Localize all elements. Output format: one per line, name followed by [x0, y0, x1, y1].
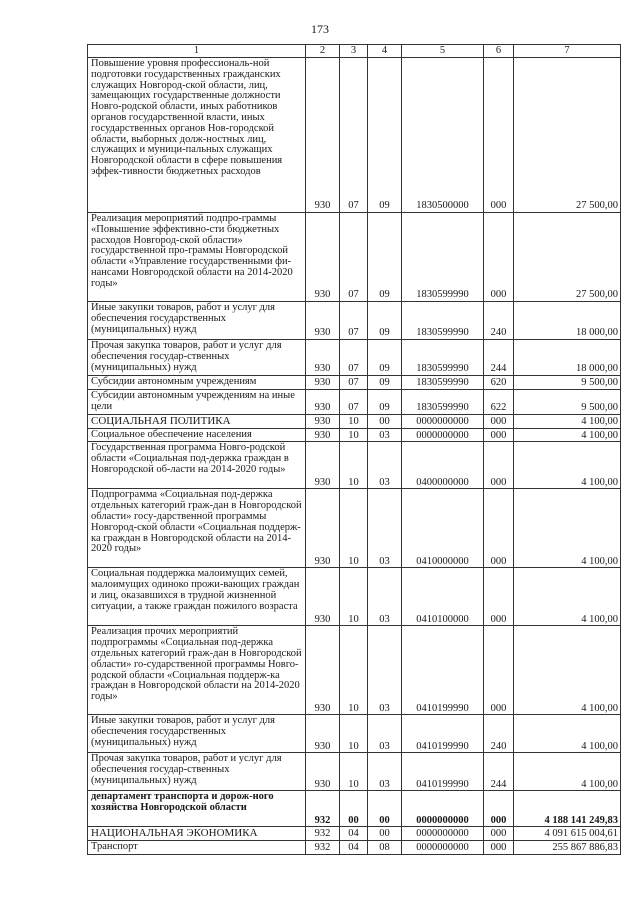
cell-section: 10: [340, 568, 368, 626]
cell-section: 07: [340, 389, 368, 414]
cell-subsection: 09: [368, 213, 402, 302]
cell-expense-type: 000: [484, 626, 514, 715]
cell-expense-type: 000: [484, 213, 514, 302]
column-header: 3: [340, 45, 368, 58]
cell-amount: 27 500,00: [514, 213, 621, 302]
cell-section: 07: [340, 340, 368, 376]
cell-amount: 27 500,00: [514, 58, 621, 213]
cell-target-item: 0000000000: [402, 827, 484, 841]
table-row: [88, 568, 621, 626]
cell-section: 10: [340, 489, 368, 568]
cell-expense-type: 622: [484, 389, 514, 414]
row-name: Субсидии автономным учреждениям на иные цели: [88, 389, 306, 414]
cell-section: 10: [340, 715, 368, 753]
cell-expense-type: 000: [484, 568, 514, 626]
cell-admin-code: 930: [306, 302, 340, 340]
cell-amount: 18 000,00: [514, 302, 621, 340]
cell-expense-type: 240: [484, 715, 514, 753]
cell-section: 04: [340, 827, 368, 841]
cell-expense-type: 000: [484, 442, 514, 489]
cell-section: 10: [340, 442, 368, 489]
row-name: НАЦИОНАЛЬНАЯ ЭКОНОМИКА: [88, 827, 306, 841]
cell-amount: 4 100,00: [514, 568, 621, 626]
table-row: [88, 753, 621, 791]
cell-expense-type: 000: [484, 428, 514, 442]
table-row: [88, 827, 621, 841]
column-header: 5: [402, 45, 484, 58]
cell-expense-type: 000: [484, 489, 514, 568]
cell-amount: 18 000,00: [514, 340, 621, 376]
cell-target-item: 0410199990: [402, 626, 484, 715]
cell-subsection: 09: [368, 376, 402, 390]
cell-admin-code: 930: [306, 442, 340, 489]
cell-expense-type: 000: [484, 414, 514, 428]
cell-target-item: 0400000000: [402, 442, 484, 489]
table-row: [88, 715, 621, 753]
cell-subsection: 09: [368, 58, 402, 213]
cell-subsection: 03: [368, 715, 402, 753]
cell-expense-type: 244: [484, 753, 514, 791]
cell-target-item: 0000000000: [402, 841, 484, 855]
cell-admin-code: 930: [306, 428, 340, 442]
cell-admin-code: 930: [306, 715, 340, 753]
cell-subsection: 08: [368, 841, 402, 855]
cell-subsection: 03: [368, 442, 402, 489]
cell-amount: 4 100,00: [514, 753, 621, 791]
cell-subsection: 03: [368, 753, 402, 791]
table-row: [88, 376, 621, 390]
budget-table: [87, 44, 621, 855]
cell-section: 10: [340, 428, 368, 442]
cell-admin-code: 930: [306, 58, 340, 213]
cell-target-item: 1830599990: [402, 376, 484, 390]
cell-expense-type: 000: [484, 791, 514, 827]
cell-target-item: 0410100000: [402, 568, 484, 626]
cell-expense-type: 620: [484, 376, 514, 390]
row-name: департамент транспорта и дорож-ного хозяйства Новгородской области: [88, 791, 306, 827]
table-row: [88, 428, 621, 442]
row-name: Иные закупки товаров, работ и услуг для обеспечения государственных (муниципальных) нужд: [88, 302, 306, 340]
cell-subsection: 09: [368, 340, 402, 376]
table-row: [88, 791, 621, 827]
cell-expense-type: 244: [484, 340, 514, 376]
table-row: [88, 414, 621, 428]
column-header: 2: [306, 45, 340, 58]
cell-subsection: 09: [368, 389, 402, 414]
row-name: Прочая закупка товаров, работ и услуг для обеспечения государ-ственных (муниципальных) нужд: [88, 340, 306, 376]
table-row: [88, 58, 621, 213]
page-number: 173: [311, 22, 329, 36]
column-header: 4: [368, 45, 402, 58]
cell-target-item: 0410199990: [402, 715, 484, 753]
table-row: [88, 340, 621, 376]
column-header: 1: [88, 45, 306, 58]
cell-admin-code: 932: [306, 827, 340, 841]
cell-subsection: 09: [368, 302, 402, 340]
column-header-row: [88, 45, 621, 58]
table-row: [88, 213, 621, 302]
cell-admin-code: 930: [306, 753, 340, 791]
cell-subsection: 03: [368, 428, 402, 442]
cell-section: 07: [340, 302, 368, 340]
cell-admin-code: 930: [306, 340, 340, 376]
cell-amount: 4 100,00: [514, 489, 621, 568]
cell-target-item: 0000000000: [402, 414, 484, 428]
table-row: [88, 626, 621, 715]
row-name: Повышение уровня профессиональ-ной подготовки государственных гражданских служащих Новгород-ской области, лиц, замещающих государственные должности Новго-родской области, иных работников органов государственной власти, иных государственных органов Нов-городской области, выборных долж-ностных лиц, служащих и муници-пальных служащих Новгородской области в сфере повышения эффек-тивности бюджетных расходов: [88, 58, 306, 213]
cell-amount: 4 100,00: [514, 442, 621, 489]
cell-section: 10: [340, 753, 368, 791]
cell-section: 10: [340, 414, 368, 428]
cell-amount: 9 500,00: [514, 376, 621, 390]
cell-section: 07: [340, 213, 368, 302]
cell-admin-code: 930: [306, 626, 340, 715]
cell-subsection: 03: [368, 489, 402, 568]
cell-amount: 4 100,00: [514, 414, 621, 428]
cell-expense-type: 000: [484, 841, 514, 855]
cell-section: 10: [340, 626, 368, 715]
column-header: 7: [514, 45, 621, 58]
table-row: [88, 489, 621, 568]
cell-expense-type: 000: [484, 58, 514, 213]
row-name: Прочая закупка товаров, работ и услуг для обеспечения государ-ственных (муниципальных) нужд: [88, 753, 306, 791]
row-name: Подпрограмма «Социальная под-держка отдельных категорий граж-дан в Новгородской области» госу-дарственной программы Новгород-ской области «Социальная поддерж-ка граждан в Новгородской области на 2014-2020 годы»: [88, 489, 306, 568]
cell-subsection: 03: [368, 626, 402, 715]
cell-subsection: 00: [368, 827, 402, 841]
row-name: Социальная поддержка малоимущих семей, малоимущих одиноко прожи-вающих граждан и лиц, оказавшихся в трудной жизненной ситуации, а также граждан пожилого возраста: [88, 568, 306, 626]
table-row: [88, 442, 621, 489]
cell-admin-code: 932: [306, 791, 340, 827]
cell-expense-type: 240: [484, 302, 514, 340]
cell-target-item: 0410199990: [402, 753, 484, 791]
cell-section: 04: [340, 841, 368, 855]
row-name: Государственная программа Новго-родской области «Социальная под-держка граждан в Новгородской об-ласти на 2014-2020 годы»: [88, 442, 306, 489]
cell-expense-type: 000: [484, 827, 514, 841]
row-name: Социальное обеспечение населения: [88, 428, 306, 442]
cell-amount: 4 100,00: [514, 626, 621, 715]
cell-subsection: 03: [368, 568, 402, 626]
column-header: 6: [484, 45, 514, 58]
cell-amount: 4 100,00: [514, 428, 621, 442]
row-name: Иные закупки товаров, работ и услуг для обеспечения государственных (муниципальных) нужд: [88, 715, 306, 753]
cell-target-item: 0410000000: [402, 489, 484, 568]
table-row: [88, 302, 621, 340]
cell-admin-code: 930: [306, 568, 340, 626]
row-name: Реализация мероприятий подпро-граммы «Повышение эффективно-сти бюджетных расходов Новгород-ской области» государственной про-граммы Новгородской области «Управление государственными фи-нансами Новгородской области на 2014-2020 годы»: [88, 213, 306, 302]
cell-admin-code: 930: [306, 376, 340, 390]
cell-subsection: 00: [368, 414, 402, 428]
row-name: Реализация прочих мероприятий подпрограммы «Социальная под-держка отдельных категорий граж-дан в Новгородской области» го-сударственной программы Новго-родской области «Социальная поддерж-ка граждан в Новгородской области на 2014-2020 годы»: [88, 626, 306, 715]
row-name: СОЦИАЛЬНАЯ ПОЛИТИКА: [88, 414, 306, 428]
cell-target-item: 1830599990: [402, 340, 484, 376]
cell-admin-code: 930: [306, 414, 340, 428]
cell-target-item: 1830599990: [402, 213, 484, 302]
cell-target-item: 1830500000: [402, 58, 484, 213]
cell-amount: 9 500,00: [514, 389, 621, 414]
cell-section: 07: [340, 376, 368, 390]
table-row: [88, 841, 621, 855]
row-name: Субсидии автономным учреждениям: [88, 376, 306, 390]
cell-amount: 4 100,00: [514, 715, 621, 753]
cell-target-item: 0000000000: [402, 791, 484, 827]
cell-admin-code: 930: [306, 389, 340, 414]
cell-section: 00: [340, 791, 368, 827]
table-row: [88, 389, 621, 414]
cell-target-item: 1830599990: [402, 389, 484, 414]
cell-amount: 4 188 141 249,83: [514, 791, 621, 827]
cell-subsection: 00: [368, 791, 402, 827]
cell-amount: 255 867 886,83: [514, 841, 621, 855]
row-name: Транспорт: [88, 841, 306, 855]
cell-admin-code: 930: [306, 489, 340, 568]
cell-target-item: 0000000000: [402, 428, 484, 442]
cell-amount: 4 091 615 004,61: [514, 827, 621, 841]
cell-section: 07: [340, 58, 368, 213]
cell-admin-code: 932: [306, 841, 340, 855]
cell-admin-code: 930: [306, 213, 340, 302]
cell-target-item: 1830599990: [402, 302, 484, 340]
